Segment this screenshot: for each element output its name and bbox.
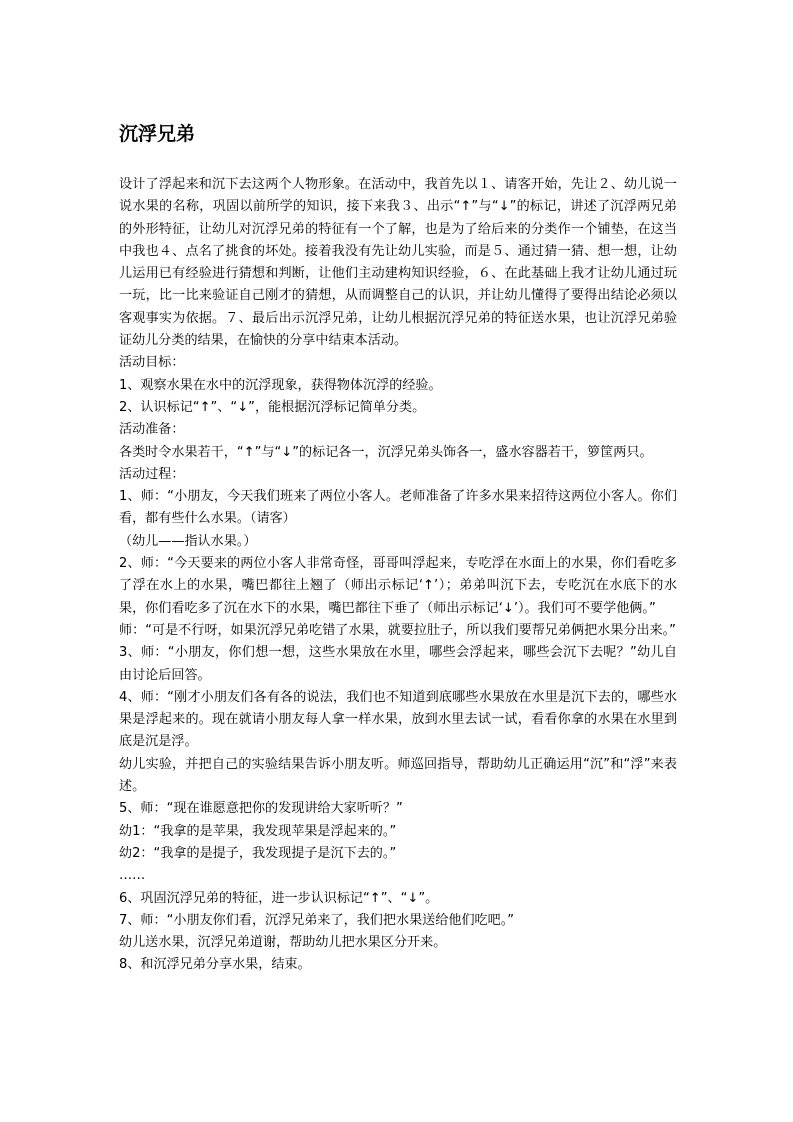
goal-item: 1、观察水果在水中的沉浮现象，获得物体沉浮的经验。 bbox=[119, 377, 442, 393]
process-note: （幼儿——指认水果。） bbox=[119, 533, 257, 549]
process-step: 4、师：“刚才小朋友们各有各的说法，我们也不知道到底哪些水果放在水里是沉下去的，哪些水果是浮起来的。现在就请小朋友每人拿一样水果，放到水里去试一试，看看你拿的水果在水里到底是沉是浮。 bbox=[119, 689, 677, 750]
process-paragraph: 幼儿送水果，沉浮兄弟道谢，帮助幼儿把水果区分开来。 bbox=[119, 935, 447, 951]
child-answer: 幼1：“我拿的是苹果，我发现苹果是浮起来的。” bbox=[119, 823, 397, 839]
process-step: 5、师：“现在谁愿意把你的发现讲给大家听听？” bbox=[119, 801, 403, 817]
ellipsis: …… bbox=[119, 868, 146, 884]
intro-paragraph: 设计了浮起来和沉下去这两个人物形象。在活动中，我首先以１、请客开始，先让２、幼儿说一说水果的名称，巩固以前所学的知识，接下来我３、出示“↑”与“↓”的标记，讲述了沉浮两兄弟的外形特征，让幼儿对沉浮兄弟的特征有一个了解，也是为了给后来的分类作一个铺垫，在这当中我也４、点名了挑食的坏处。接着我没有先让幼儿实验，而是５、通过猜一猜、想一想，让幼儿运用已有经验进行猜想和判断，让他们主动建构知识经验，６、在此基础上我才让幼儿通过玩一玩，比一比来验证自己刚才的猜想，从而调整自己的认识，并让幼儿懂得了要得出结论必须以客观事实为依据。７、最后出示沉浮兄弟，让幼儿根据沉浮兄弟的特征送水果，也让沉浮兄弟验证幼儿分类的结果，在愉快的分享中结束本活动。 bbox=[119, 177, 677, 349]
process-step: 1、师：“小朋友，今天我们班来了两位小客人。老师准备了许多水果来招待这两位小客人。你们看，都有些什么水果。（请客） bbox=[119, 489, 677, 527]
child-answer: 幼2：“我拿的是提子，我发现提子是沉下去的。” bbox=[119, 845, 397, 861]
section-heading-process: 活动过程： bbox=[119, 466, 185, 482]
process-paragraph: 幼儿实验，并把自己的实验结果告诉小朋友听。师巡回指导，帮助幼儿正确运用“沉”和“浮”来表述。 bbox=[119, 756, 677, 795]
section-heading-preparation: 活动准备： bbox=[119, 422, 185, 438]
process-step: 8、和沉浮兄弟分享水果，结束。 bbox=[119, 957, 311, 973]
process-step: 6、巩固沉浮兄弟的特征，进一步认识标记“↑”、“↓”。 bbox=[119, 890, 439, 906]
process-step: 3、师：“小朋友，你们想一想，这些水果放在水里，哪些会浮起来，哪些会沉下去呢？”幼儿自由讨论后回答。 bbox=[119, 645, 677, 683]
document-body bbox=[119, 174, 677, 977]
section-heading-goals: 活动目标： bbox=[119, 355, 185, 371]
process-step: 2、师：“今天要来的两位小客人非常奇怪，哥哥叫浮起来，专吃浮在水面上的水果，你们看吃多了浮在水上的水果，嘴巴都往上翘了（师出示标记‘↑’）；弟弟叫沉下去，专吃沉在水底下的水果，你们看吃多了沉在水下的水果，嘴巴都往下垂了（师出示标记‘↓’）。我们可不要学他俩。” bbox=[119, 556, 677, 616]
process-step: 7、师：“小朋友你们看，沉浮兄弟来了，我们把水果送给他们吃吧。” bbox=[119, 912, 515, 928]
preparation-paragraph: 各类时令水果若干，“↑”与“↓”的标记各一，沉浮兄弟头饰各一，盛水容器若干，箩筐两只。 bbox=[119, 444, 653, 460]
page-title: 沉浮兄弟 bbox=[119, 123, 196, 145]
goal-item: 2、认识标记“↑”、“↓”，能根据沉浮标记简单分类。 bbox=[119, 399, 426, 415]
process-paragraph: 师：“可是不行呀，如果沉浮兄弟吃错了水果，就要拉肚子，所以我们要帮兄弟俩把水果分出来。” bbox=[119, 622, 676, 638]
